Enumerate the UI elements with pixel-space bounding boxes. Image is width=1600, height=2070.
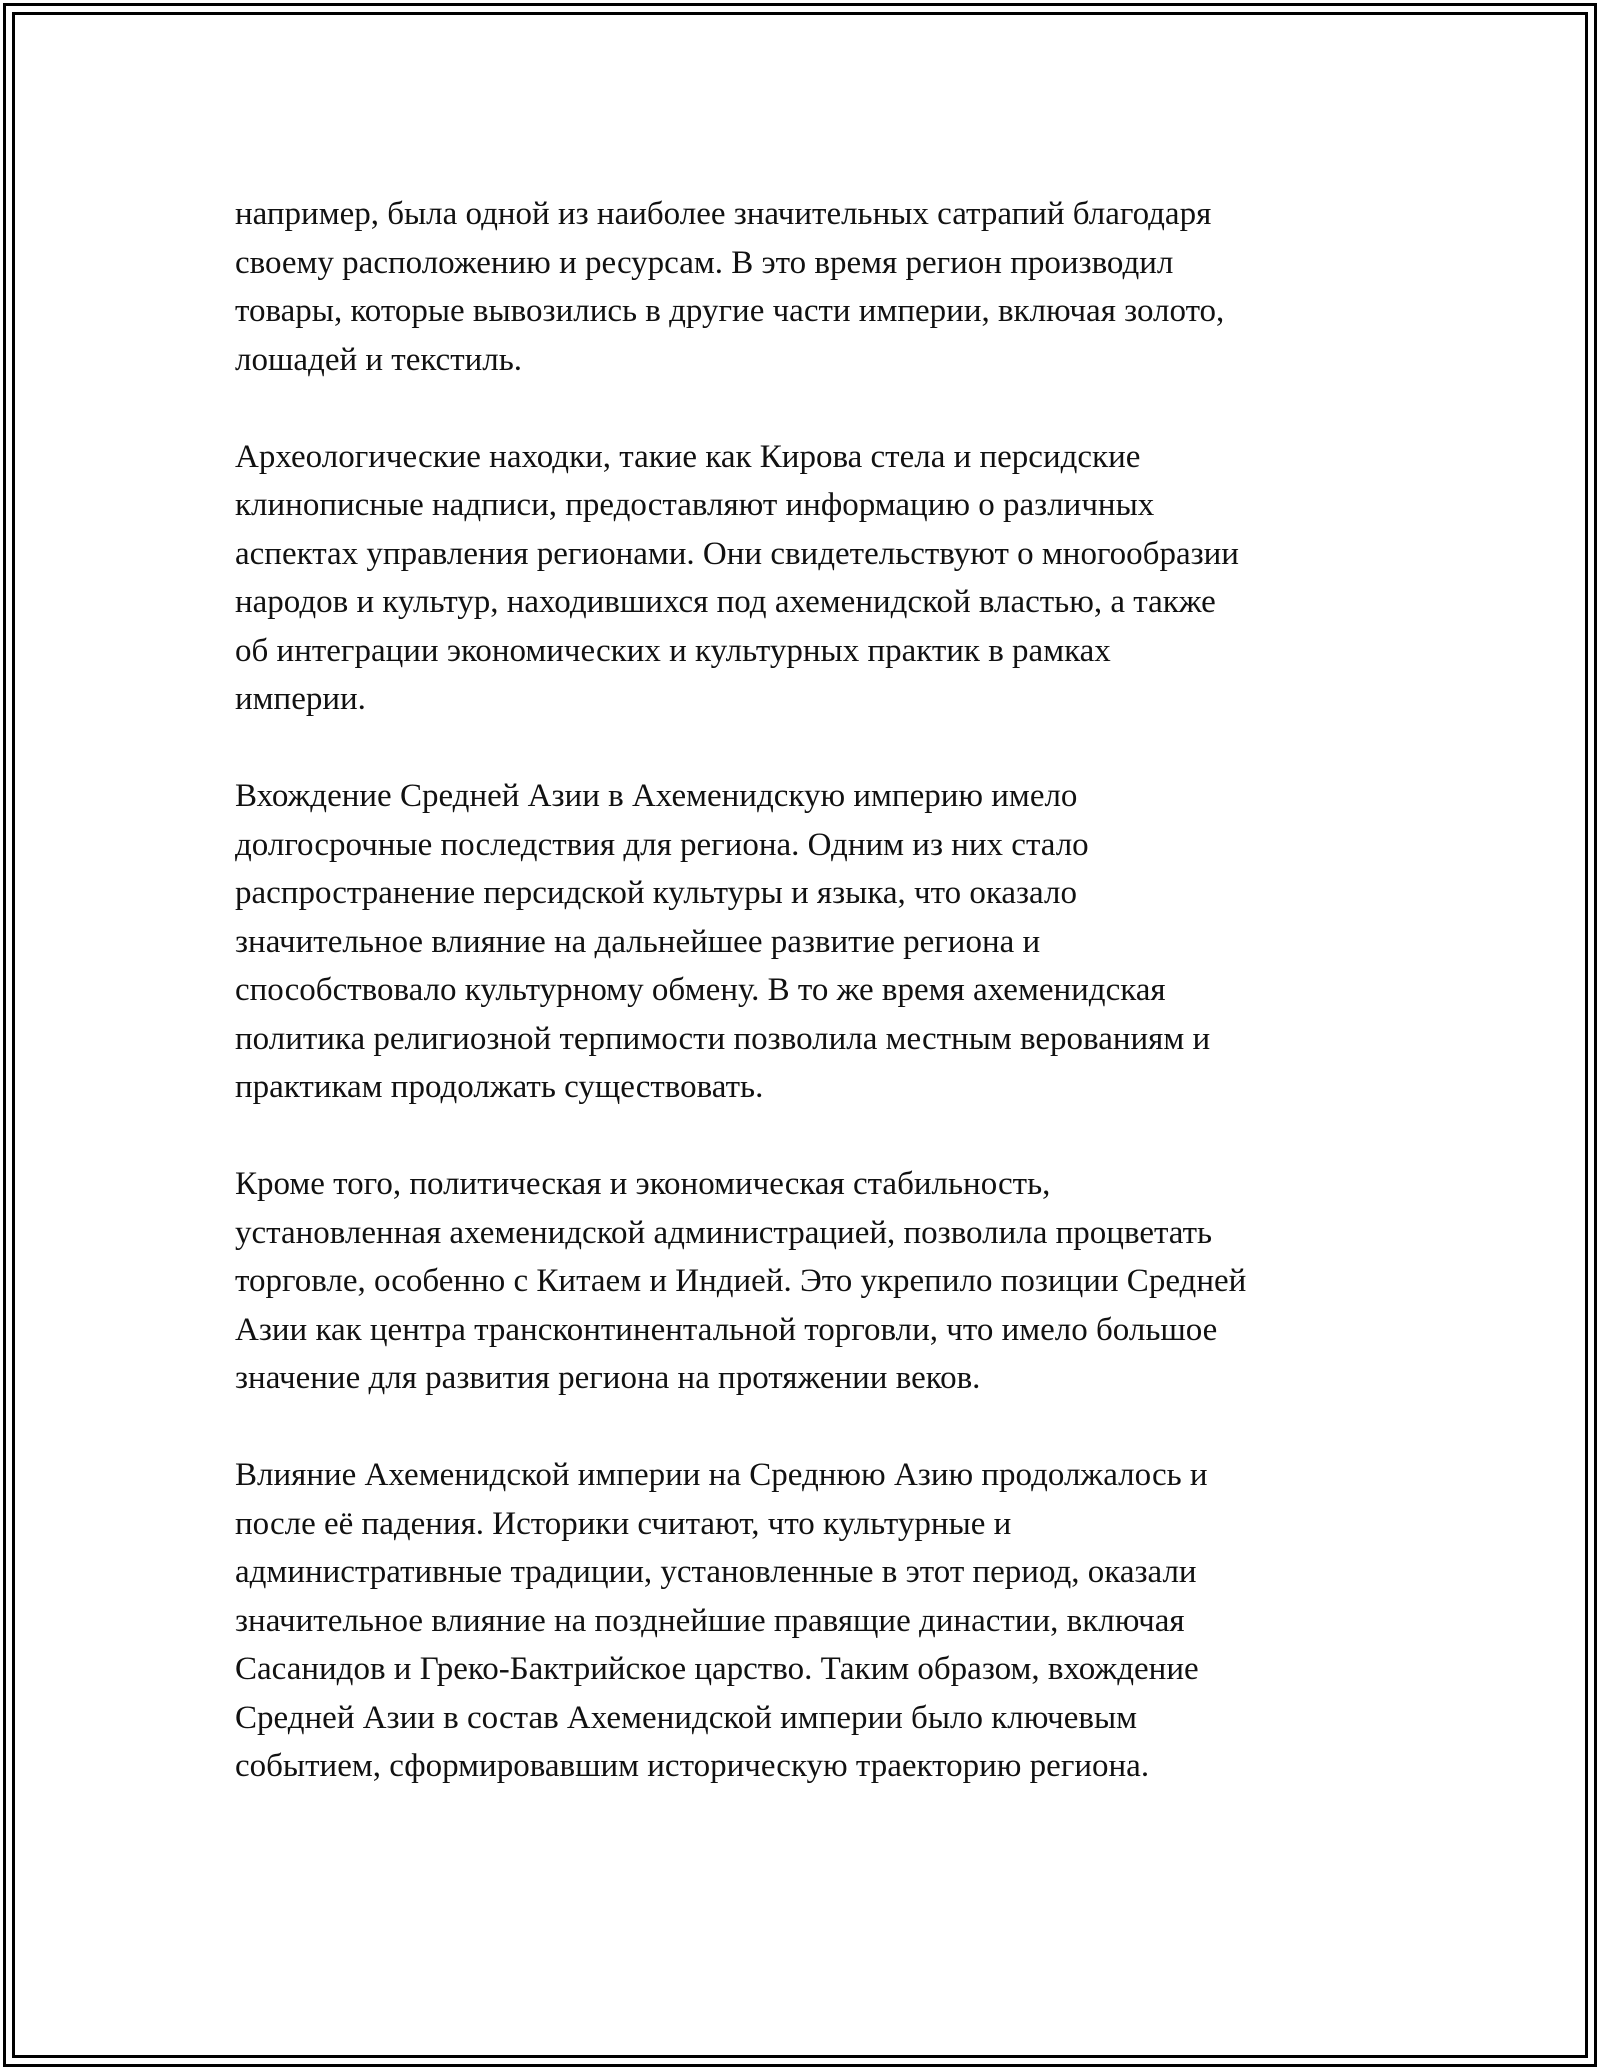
text-line: Археологические находки, такие как Кирова стела и персидские — [235, 438, 1141, 475]
text-line: распространение персидской культуры и языка, что оказало — [235, 875, 1077, 911]
text-line: например, была одной из наиболее значительных сатрапий благодаря — [235, 196, 1212, 232]
text-line: Азии как центра трансконтинентальной торговли, что имело большое — [235, 1311, 1218, 1348]
text-line: установленная ахеменидской администрацией, позволила процветать — [235, 1214, 1213, 1251]
text-line: политика религиозной терпимости позволила местным верованиям и — [235, 1020, 1211, 1057]
text-line: торговле, особенно с Китаем и Индией. Это укрепило позиции Средней — [235, 1263, 1247, 1299]
text-line: своему расположению и ресурсам. В это время регион производил — [235, 244, 1174, 281]
text-line: практикам продолжать существовать. — [235, 1069, 764, 1105]
paragraph-2 — [235, 433, 1415, 724]
paragraph-5 — [235, 1451, 1415, 1791]
text-line: Средней Азии в состав Ахеменидской империи было ключевым — [235, 1699, 1138, 1736]
text-line: Кроме того, политическая и экономическая стабильность, — [235, 1166, 1051, 1202]
text-line: Сасанидов и Греко-Бактрийское царство. Таким образом, вхождение — [235, 1651, 1199, 1687]
text-line: империи. — [235, 681, 366, 717]
paragraph-4 — [235, 1160, 1415, 1403]
text-line: народов и культур, находившихся под ахеменидской властью, а также — [235, 584, 1216, 620]
text-line: значительное влияние на дальнейшее развитие региона и — [235, 923, 1041, 960]
text-line: клинописные надписи, предоставляют информацию о различных — [235, 487, 1155, 523]
text-line: событием, сформировавшим историческую траекторию региона. — [235, 1748, 1150, 1784]
text-line: Вхождение Средней Азии в Ахеменидскую империю имело — [235, 778, 1078, 814]
text-line: товары, которые вывозились в другие части империи, включая золото, — [235, 293, 1225, 329]
text-line: Влияние Ахеменидской империи на Среднюю Азию продолжалось и — [235, 1457, 1208, 1493]
text-line: административные традиции, установленные в этот период, оказали — [235, 1554, 1197, 1590]
text-line: способствовало культурному обмену. В то же время ахеменидская — [235, 972, 1166, 1008]
text-line: аспектах управления регионами. Они свидетельствуют о многообразии — [235, 535, 1239, 572]
paragraph-3 — [235, 772, 1415, 1112]
paragraph-1 — [235, 190, 1415, 384]
text-line: долгосрочные последствия для региона. Одним из них стало — [235, 826, 1089, 863]
text-line: об интеграции экономических и культурных практик в рамках — [235, 632, 1111, 669]
document-body — [235, 190, 1415, 1839]
text-line: значительное влияние на позднейшие правящие династии, включая — [235, 1602, 1185, 1639]
text-line: значение для развития региона на протяжении веков. — [235, 1360, 981, 1396]
text-line: лошадей и текстиль. — [235, 341, 523, 378]
text-line: после её падения. Историки считают, что культурные и — [235, 1505, 1012, 1542]
